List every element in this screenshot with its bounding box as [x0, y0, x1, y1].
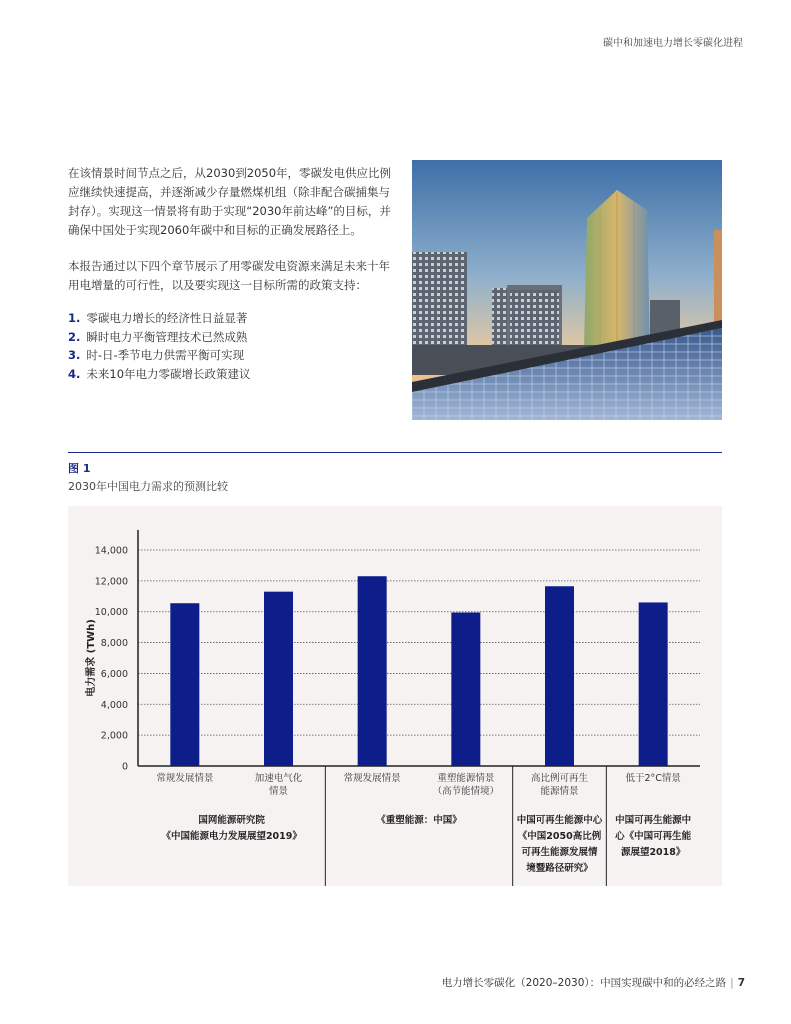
- bar: [170, 603, 199, 766]
- footer-separator: |: [730, 977, 734, 989]
- y-tick-label: 2,000: [100, 730, 128, 742]
- x-category-label: 情景: [268, 786, 289, 797]
- group-source-label: 《中国2050高比例: [517, 831, 602, 842]
- chapter-number: 1.: [68, 311, 81, 325]
- x-category-label: 常规发展情景: [343, 773, 401, 784]
- group-source-label: 《重塑能源：中国》: [376, 815, 462, 826]
- chapter-item: [68, 365, 394, 384]
- chapter-text: 未来10年电力零碳增长政策建议: [86, 366, 251, 381]
- y-tick-label: 12,000: [94, 576, 128, 588]
- footer-title: 电力增长零碳化（2020–2030）：中国实现碳中和的必经之路: [441, 977, 727, 989]
- intro-text: [68, 164, 394, 383]
- group-source-label: 心《中国可再生能: [615, 831, 692, 842]
- y-axis-title: 电力需求 (TWh): [86, 619, 97, 697]
- city-solar-photo: [412, 160, 722, 420]
- intro-paragraph-1: 在该情景时间节点之后，从2030到2050年，零碳发电供应比例应继续快速提高，并逐渐减少存量燃煤机组（除非配合碳捕集与封存）。实现这一情景将有助于实现“2030年前达峰”的目标，并确保中国处于实现2060年碳中和目标的正确发展路径上。: [68, 166, 392, 237]
- group-source-label: 中国可再生能源中心: [516, 815, 603, 826]
- y-tick-label: 6,000: [100, 668, 128, 680]
- bar: [451, 612, 480, 766]
- chapter-list: [68, 309, 394, 383]
- x-category-label: 高比例可再生: [530, 773, 589, 784]
- bar: [358, 576, 387, 766]
- x-category-label: 低于2°C情景: [625, 773, 681, 784]
- chapter-number: 4.: [68, 366, 81, 381]
- group-source-label: 源展望2018》: [620, 847, 686, 858]
- x-category-label: 常规发展情景: [156, 773, 214, 784]
- city-solar-illustration: [412, 160, 722, 420]
- group-source-label: 境暨路径研究》: [526, 863, 593, 874]
- page-number: 7: [737, 977, 745, 989]
- group-source-label: 国网能源研究院: [198, 815, 265, 826]
- chapter-number: 3.: [68, 348, 81, 362]
- y-tick-label: 0: [121, 761, 128, 773]
- chapter-text: 瞬时电力平衡管理技术已然成熟: [86, 329, 248, 344]
- x-category-label: （高节能情境）: [432, 786, 500, 797]
- page-footer: [442, 975, 745, 990]
- demand-chart-panel: [68, 506, 722, 886]
- group-source-label: 可再生能源发展情: [521, 847, 598, 858]
- chapter-item: [68, 328, 394, 347]
- chapter-item: [68, 309, 394, 328]
- running-header: 碳中和加速电力增长零碳化进程: [603, 38, 743, 49]
- chapter-number: 2.: [68, 329, 81, 344]
- y-tick-label: 14,000: [94, 545, 128, 557]
- chapter-text: 时-日-季节电力供需平衡可实现: [86, 348, 245, 362]
- chapter-item: [68, 346, 394, 365]
- figure-caption: 2030年中国电力需求的预测比较: [68, 480, 228, 493]
- x-category-label: 重塑能源情景: [437, 773, 495, 784]
- chapter-text: 零碳电力增长的经济性日益显著: [86, 311, 248, 325]
- bar: [264, 592, 293, 766]
- bar: [639, 602, 668, 766]
- bar: [545, 586, 574, 766]
- y-tick-label: 8,000: [100, 638, 128, 650]
- figure-label: 图 1: [68, 462, 91, 475]
- figure-divider: [68, 452, 722, 453]
- y-tick-label: 4,000: [100, 699, 128, 711]
- demand-bar-chart: [68, 506, 722, 886]
- x-category-label: 加速电气化: [254, 773, 303, 784]
- group-source-label: 《中国能源电力发展展望2019》: [161, 831, 302, 842]
- intro-paragraph-2: 本报告通过以下四个章节展示了用零碳发电资源来满足未来十年用电增量的可行性，以及要实现这一目标所需的政策支持：: [68, 259, 390, 292]
- group-source-label: 中国可再生能源中: [615, 815, 692, 826]
- y-tick-label: 10,000: [94, 607, 128, 619]
- x-category-label: 能源情景: [540, 786, 579, 797]
